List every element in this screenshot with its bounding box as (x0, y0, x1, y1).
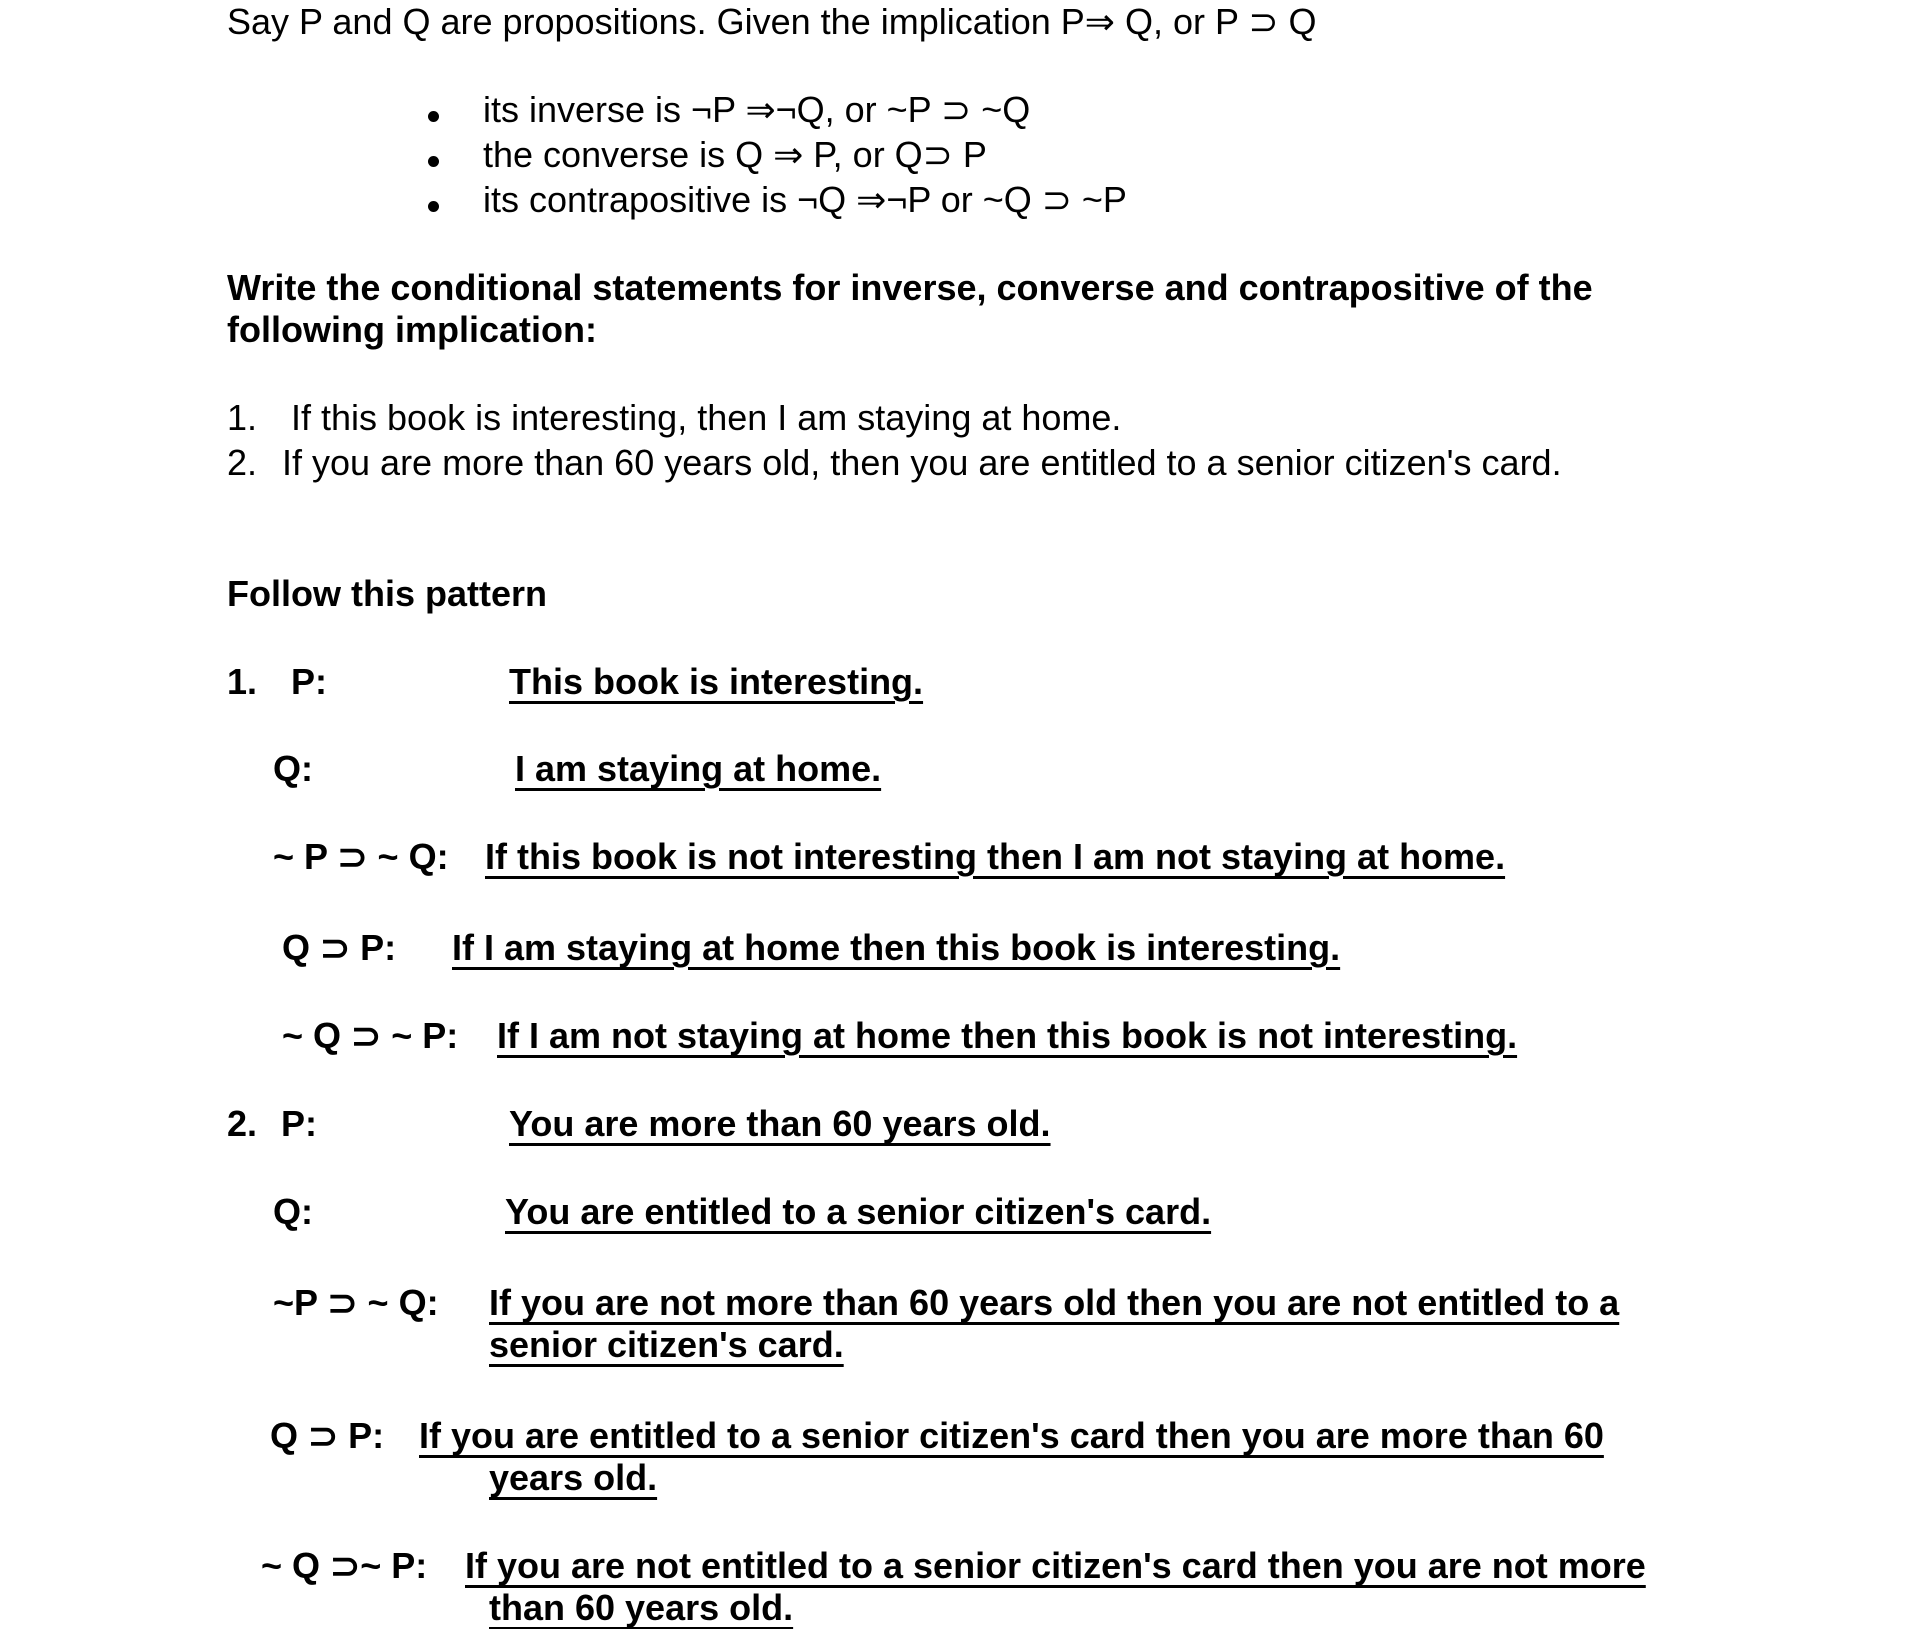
example-2-inverse-line-2: senior citizen's card. (489, 1324, 844, 1365)
example-1-contrapositive-text: If I am not staying at home then this book is not interesting. (497, 1015, 1518, 1056)
example-2-p-text: You are more than 60 years old. (509, 1103, 1051, 1144)
example-1-number: 1. (227, 661, 258, 702)
bullet-contrapositive: its contrapositive is ¬Q ⇒¬P or ~Q ⊃ ~P (483, 179, 1127, 220)
example-2-converse-line-2: years old. (489, 1457, 658, 1498)
example-1-q-text: I am staying at home. (515, 748, 882, 789)
pattern-heading: Follow this pattern (227, 573, 547, 614)
example-2-inverse-label: ~P ⊃ ~ Q: (273, 1282, 439, 1323)
example-2-contrapositive-line-1: If you are not entitled to a senior citizen's card then you are not more (465, 1545, 1646, 1586)
example-1-p-text: This book is interesting. (509, 661, 924, 702)
bullet-dot-icon (428, 156, 439, 167)
example-2-contrapositive-line-2: than 60 years old. (489, 1587, 794, 1628)
bullet-dot-icon (428, 201, 439, 212)
instruction-line-2: following implication: (227, 309, 597, 350)
implication-1-text: If this book is interesting, then I am staying at home. (291, 397, 1122, 438)
example-2-converse-label: Q ⊃ P: (270, 1415, 385, 1456)
implication-1-number: 1. (227, 397, 258, 438)
example-2-inverse-line-1: If you are not more than 60 years old then you are not entitled to a (489, 1282, 1620, 1323)
example-2-number: 2. (227, 1103, 258, 1144)
implication-2-number: 2. (227, 442, 258, 483)
example-2-q-label: Q: (273, 1191, 313, 1232)
example-1-p-label: P: (291, 661, 327, 702)
example-2-converse-line-1: If you are entitled to a senior citizen's card then you are more than 60 (419, 1415, 1604, 1456)
example-1-converse-text: If I am staying at home then this book is interesting. (452, 927, 1341, 968)
example-2-p-label: P: (281, 1103, 317, 1144)
example-2-q-text: You are entitled to a senior citizen's card. (505, 1191, 1212, 1232)
instruction-line-1: Write the conditional statements for inverse, converse and contrapositive of the (227, 267, 1593, 308)
example-1-contrapositive-label: ~ Q ⊃ ~ P: (282, 1015, 459, 1056)
implication-2-text: If you are more than 60 years old, then you are entitled to a senior citizen's card. (282, 442, 1562, 483)
example-1-converse-label: Q ⊃ P: (282, 927, 397, 968)
example-1-inverse-label: ~ P ⊃ ~ Q: (273, 836, 449, 877)
bullet-converse: the converse is Q ⇒ P, or Q⊃ P (483, 134, 987, 175)
intro-text: Say P and Q are propositions. Given the implication P⇒ Q, or P ⊃ Q (227, 1, 1317, 42)
example-1-inverse-text: If this book is not interesting then I am not staying at home. (485, 836, 1506, 877)
bullet-dot-icon (428, 111, 439, 122)
example-2-contrapositive-label: ~ Q ⊃~ P: (261, 1545, 428, 1586)
example-1-q-label: Q: (273, 748, 313, 789)
bullet-inverse: its inverse is ¬P ⇒¬Q, or ~P ⊃ ~Q (483, 89, 1031, 130)
